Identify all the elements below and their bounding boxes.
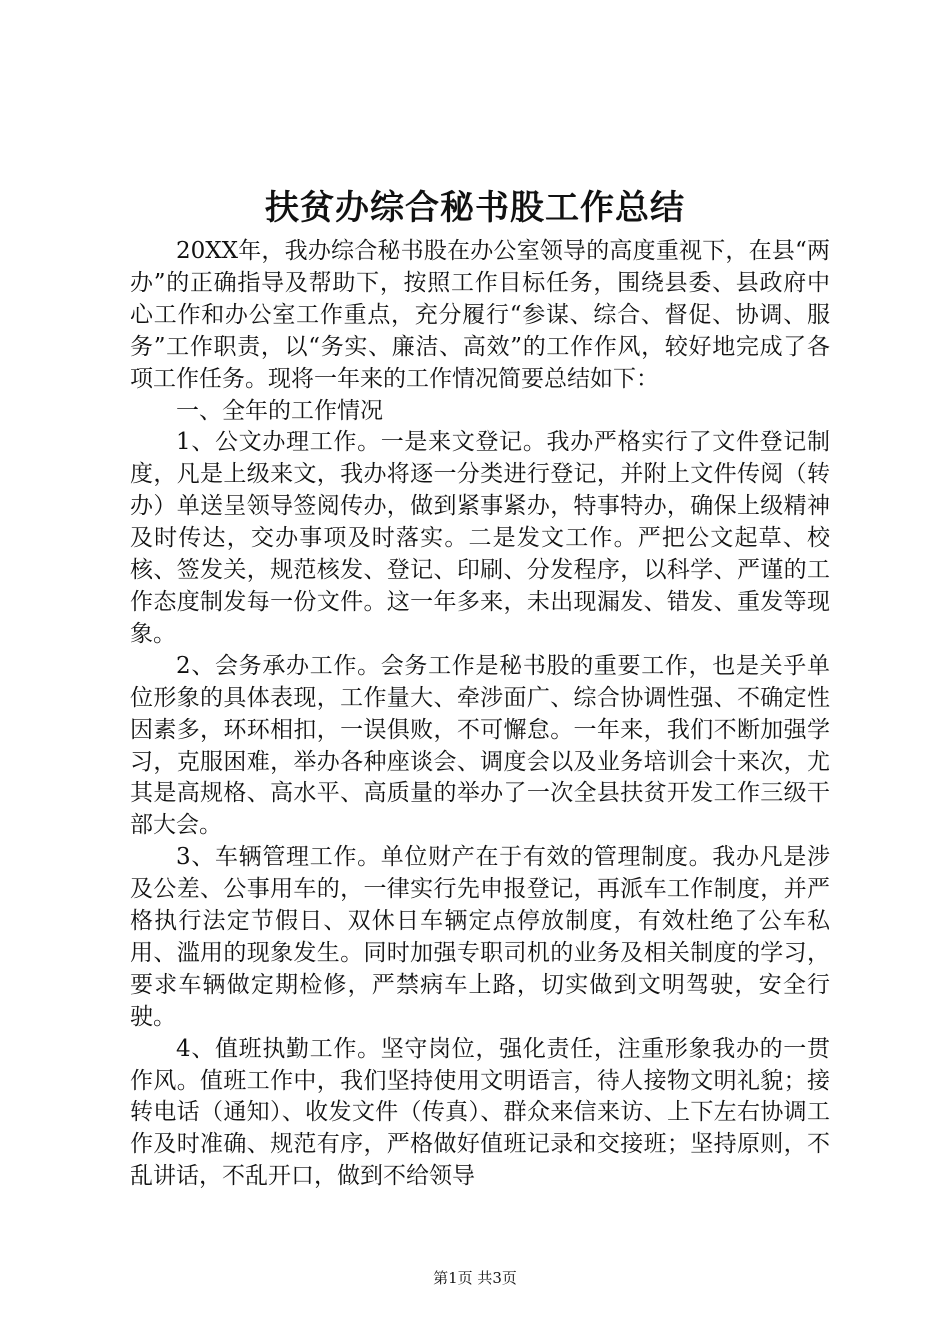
intro-paragraph: 20XX年，我办综合秘书股在办公室领导的高度重视下，在县“两办”的正确指导及帮助下，按照工作目标任务，围绕县委、县政府中心工作和办公室工作重点，充分履行“参谋、综合、督促、协调、服务”工作职责，以“务实、廉洁、高效”的工作作风，较好地完成了各项工作任务。现将一年来的工作情况简要总结如下： <box>130 238 830 392</box>
paragraph-document-handling: 1、公文办理工作。一是来文登记。我办严格实行了文件登记制度，凡是上级来文，我办将逐一分类进行登记，并附上文件传阅（转办）单送呈领导签阅传办，做到紧事紧办，特事特办，确保上级精神及时传达，交办事项及时落实。二是发文工作。严把公文起草、校核、签发关，规范核发、登记、印刷、分发程序，以科学、严谨的工作态度制发每一份文件。这一年多来，未出现漏发、错发、重发等现象。 <box>130 429 830 647</box>
paragraph-duty-work: 4、值班执勤工作。坚守岗位，强化责任，注重形象我办的一贯作风。值班工作中，我们坚持使用文明语言，待人接物文明礼貌；接转电话（通知）、收发文件（传真）、群众来信来访、上下左右协调工作及时准确、规范有序，严格做好值班记录和交接班；坚持原则，不乱讲话，不乱开口，做到不给领导 <box>130 1035 830 1190</box>
document-title: 扶贫办综合秘书股工作总结 <box>265 188 685 228</box>
paragraph-vehicle-management: 3、车辆管理工作。单位财产在于有效的管理制度。我办凡是涉及公差、公事用车的，一律实行先申报登记，再派车工作制度，并严格执行法定节假日、双休日车辆定点停放制度，有效杜绝了公车私用、滥用的现象发生。同时加强专职司机的业务及相关制度的学习，要求车辆做定期检修，严禁病车上路，切实做到文明驾驶，安全行驶。 <box>130 844 830 1030</box>
document-body <box>130 236 830 1193</box>
paragraph-meeting-services: 2、会务承办工作。会务工作是秘书股的重要工作，也是关乎单位形象的具体表现，工作量大、牵涉面广、综合协调性强、不确定性因素多，环环相扣，一误俱败，不可懈怠。一年来，我们不断加强学习，克服困难，举办各种座谈会、调度会以及业务培训会十来次，尤其是高规格、高水平、高质量的举办了一次全县扶贫开发工作三级干部大会。 <box>130 652 830 839</box>
section-heading: 一、全年的工作情况 <box>176 397 383 424</box>
page-footer: 第1页 共3页 <box>433 1269 517 1287</box>
